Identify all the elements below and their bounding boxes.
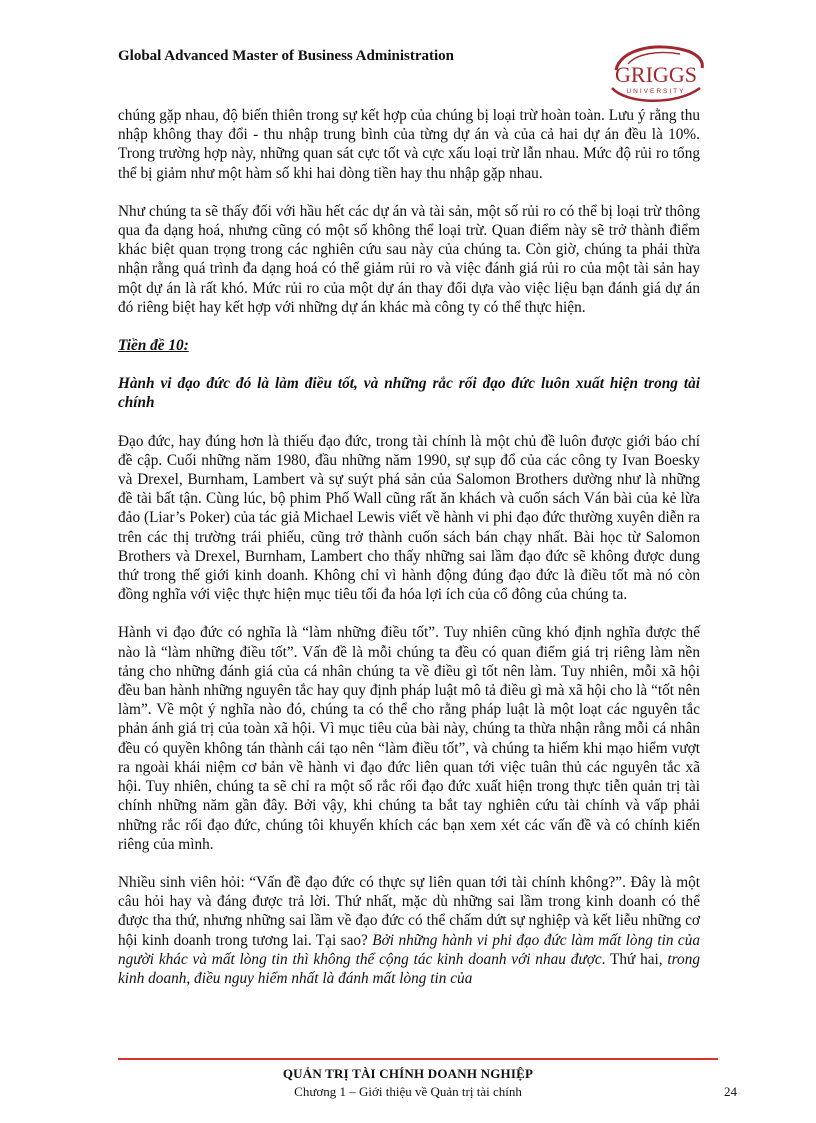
footer-divider [118,1058,718,1060]
paragraph-text: Nhiều sinh viên hỏi: “Vấn đề đạo đức có thực sự liên quan tới tài chính không?”. Đây là một câu hỏi hay và đáng được trả lời. Thứ nhất, mặc dù những sai lầm trong kinh doanh có thể được tha thứ, nhưng những sai lầm về đạo đức có thể chấm dứt sự nghiệp và kết liễu những cơ hội kinh doanh trong tương lai. Tại sao? [118,873,700,949]
logo-graphic [606,44,706,106]
header-title: Global Advanced Master of Business Administration [118,48,455,64]
italic-text: Bởi những hành vi phi đạo đức làm mất lòng tin của người khác và mất lòng tin thì không thể cộng tác kinh doanh với nhau được [118,931,700,968]
paragraph: Hành vi đạo đức có nghĩa là “làm những điều tốt”. Tuy nhiên cũng khó định nghĩa được thế nào là “làm những điều tốt”. Vấn đề là mỗi chúng ta đều có quan điểm giá trị riêng làm nền tảng cho những đánh giá của cá nhân chúng ta về điều gì tốt nên làm. Tuy nhiên, mỗi xã hội đều ban hành những nguyên tắc hay quy định pháp luật mô tả điều gì mà xã hội cho là “tốt nên làm”. Về một ý nghĩa nào đó, chúng ta có thể cho rằng pháp luật là một loạt các nguyên tắc phản ánh giá trị của toàn xã hội. Vì mục tiêu của bài này, chúng ta thừa nhận rằng mỗi cá nhân đều có quyền không tán thành cái tạo nên “làm điều tốt”, và chúng ta hiếm khi mạo hiểm vượt ra ngoài khái niệm cơ bản về hành vi đạo đức liên quan tới việc tuân thủ các nguyên tắc xã hội. Tuy nhiên, chúng ta sẽ chỉ ra một số rắc rối đạo đức xuất hiện trong thực tiễn quản trị tài chính những năm gần đây. Bởi vậy, khi chúng ta bắt tay nghiên cứu tài chính và vấp phải những rắc rối đạo đức, chúng tôi khuyến khích các bạn xem xét các vấn đề và có chính kiến riêng của mình. [118,624,700,853]
footer-title: QUẢN TRỊ TÀI CHÍNH DOANH NGHIỆP [282,1066,534,1081]
section-subheading: Hành vi đạo đức đó là làm điều tốt, và những rắc rối đạo đức luôn xuất hiện trong tài chính [118,375,700,412]
section-heading: Tiền đề 10: [118,337,189,355]
italic-text: trong kinh doanh, điều nguy hiểm nhất là đánh mất lòng tin của [118,950,700,987]
paragraph: Đạo đức, hay đúng hơn là thiếu đạo đức, trong tài chính là một chủ đề luôn được giới báo chí đề cập. Cuối những năm 1980, đầu những năm 1990, sự sụp đổ của các công ty Ivan Boesky và Drexel, Burnham, Lambert và sự suýt phá sản của Salomon Brothers dường như là những đề tài bất tận. Cùng lúc, bộ phim Phố Wall cũng rất ăn khách và cuốn sách Ván bài của kẻ lừa đảo (Liar’s Poker) của tác giả Michael Lewis viết về hành vi phi đạo đức thường xuyên diễn ra trên các thị trường trái phiếu, cũng trở thành cuốn sách bán chạy nhất. Bài học từ Salomon Brothers và Drexel, Burnham, Lambert cho thấy những sai lầm đạo đức sẽ không được dung thứ trong thế giới kinh doanh. Không chỉ vì hành động đúng đạo đức là điều tốt mà nó còn đồng nghĩa với việc thực hiện mục tiêu tối đa hóa lợi ích của cổ đông của chúng ta. [118,432,700,604]
paragraph: chúng gặp nhau, độ biến thiên trong sự kết hợp của chúng bị loại trừ hoàn toàn. Lưu ý rằng thu nhập không thay đổi - thu nhập trung bình của từng dự án và của cả hai dự án đều là 10%. Trong trường hợp này, những quan sát cực tốt và cực xấu loại trừ lẫn nhau. Mức độ rủi ro tổng thể bị giảm như một hàm số khi hai dòng tiền hay thu nhập gặp nhau. [118,107,700,182]
main-content [118,106,700,988]
footer-subtitle: Chương 1 – Giới thiệu về Quản trị tài chính [294,1084,522,1099]
paragraph [118,873,700,988]
paragraph: Như chúng ta sẽ thấy đối với hầu hết các dự án và tài sản, một số rủi ro có thể bị loại trừ thông qua đa dạng hoá, nhưng cũng có một số không thể loại trừ. Quan điểm này sẽ trở thành điểm khác biệt quan trọng trong các nghiên cứu sau này của chúng ta. Còn giờ, chúng ta phải thừa nhận rằng quá trình đa dạng hoá có thể giảm rủi ro và việc đánh giá rủi ro của một tài sản hay một dự án là rất khó. Mức rủi ro của một dự án thay đổi dựa vào việc liệu bạn đánh giá dự án đó riêng biệt hay kết hợp với những dự án khác mà công ty có thể thực hiện. [118,202,700,316]
logo-wordmark: GRIGGS [615,62,697,87]
paragraph-text: . Thứ hai, [601,950,668,968]
logo-subtitle: UNIVERSITY [626,88,686,95]
page-number: 24 [724,1084,737,1099]
griggs-university-logo [606,44,706,106]
